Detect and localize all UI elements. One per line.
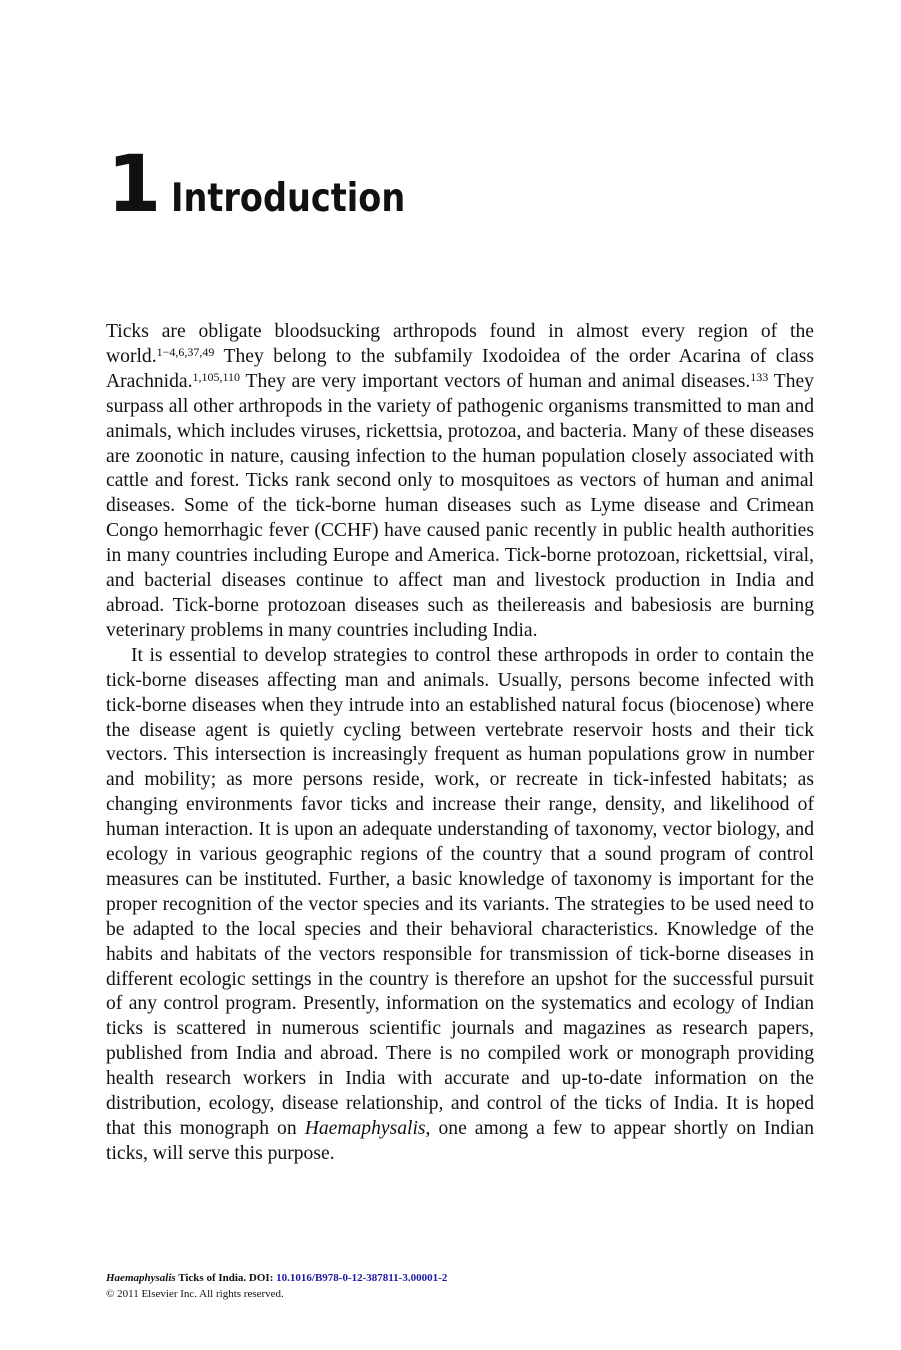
footer-copyright: © 2011 Elsevier Inc. All rights reserved. <box>106 1288 284 1300</box>
text-run: They are very important vectors of human and animal diseases. <box>240 370 751 392</box>
text-run: They belong to the subfamily Ixodoidea of the order Acarina of class Arachnida. <box>106 345 814 392</box>
text-run: They surpass all other arthropods in the variety of pathogenic organisms transmitted to man and animals, which includes viruses, rickettsia, protozoa, and bacteria. Many of these diseases are zoonotic in nature, causing infection to the human population closely associated with cattle and forest. Ticks rank second only to mosquitoes as vectors of human and animal diseases. Some of the tick-borne human diseases such as Lyme disease and Crimean Congo hemorrhagic fever (CCHF) have caused panic recently in public health authorities in many countries including Europe and America. Tick-borne protozoan, rickettsial, viral, and bacterial diseases continue to affect man and livestock production in India and abroad. Tick-borne protozoan diseases such as theilereasis and babesiosis are burning veterinary problems in many countries including India. <box>106 370 814 641</box>
chapter-heading <box>107 140 444 230</box>
text-run: Ticks are obligate bloodsucking arthropods found in almost every region of the world. <box>106 321 814 367</box>
page-footer <box>106 1270 826 1302</box>
paragraph-2 <box>106 644 814 1167</box>
chapter-title: Introduction <box>171 176 406 221</box>
body-text <box>106 320 814 1167</box>
citation-ref: 1−4,6,37,49 <box>156 344 215 359</box>
chapter-number: 1 <box>107 140 160 230</box>
footer-book-title-italic: Haemaphysalis <box>106 1272 176 1284</box>
italic-term: Haemaphysalis <box>304 1118 426 1139</box>
doi-link[interactable]: 10.1016/B978-0-12-387811-3.00001-2 <box>276 1272 448 1284</box>
footer-citation <box>106 1270 826 1286</box>
footer-book-title: Ticks of India. DOI: <box>175 1272 277 1284</box>
citation-ref: 133 <box>750 369 769 384</box>
citation-ref: 1,105,110 <box>192 369 241 384</box>
paragraph-1 <box>106 320 814 644</box>
text-run: , one among a few to appear shortly on Indian ticks, will serve this purpose. <box>106 1118 815 1164</box>
text-run: It is essential to develop strategies to control these arthropods in order to contain the tick-borne diseases affecting man and animals. Usually, persons become infected with tick-borne diseases when they intrude into an established natural focus (biocenose) where the disease agent is quietly cycling between vertebrate reservoir hosts and their tick vectors. This intersection is increasingly frequent as human populations grow in number and mobility; as more persons reside, work, or recreate in tick-infested habitats; as changing environments favor ticks and increase their range, density, and likelihood of human interaction. It is upon an adequate understanding of taxonomy, vector biology, and ecology in various geographic regions of the country that a sound program of control measures can be instituted. Further, a basic knowledge of taxonomy is important for the proper recognition of the vector species and its variants. The strategies to be used need to be adapted to the local species and their behavioral characteristics. Knowledge of the habits and habitats of the vectors responsible for transmission of tick-borne diseases in different ecologic settings in the country is therefore an upshot for the successful pursuit of any control program. Presently, information on the systematics and ecology of Indian ticks is scattered in numerous scientific journals and magazines as research papers, published from India and abroad. There is no compiled work or monograph providing health research workers in India with accurate and up-to-date information on the distribution, ecology, disease relationship, and control of the ticks of India. It is hoped that this monograph on <box>106 644 814 1139</box>
